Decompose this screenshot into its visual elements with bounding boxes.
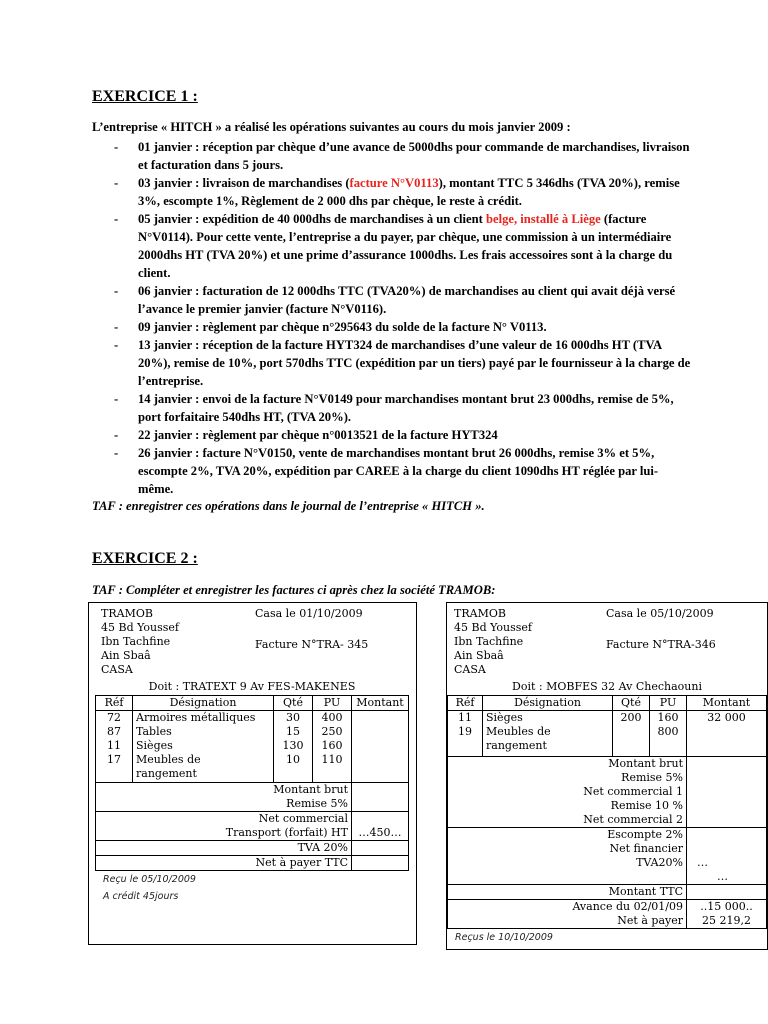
invoice-date: Casa le 05/10/2009 xyxy=(606,607,714,620)
handwritten-note: Reçu le 05/10/2009 xyxy=(103,874,196,885)
amount-cell xyxy=(352,711,409,783)
tva-label: TVA20% xyxy=(636,856,683,869)
tva-label: TVA 20% xyxy=(96,841,352,856)
designation-value: rangement xyxy=(136,767,197,780)
list-item xyxy=(92,210,692,282)
invoice-date: Casa le 01/10/2009 xyxy=(255,607,363,620)
list-item: - 13 janvier : réception de la facture HYT324 de marchandises d’une valeur de 16 000dhs HT (TVA 20%), remise de 10%, port 570dhs TTC (expédition par un tiers) payé par le fournisseur à la charge de l’entreprise. xyxy=(92,336,692,390)
ref-value: 19 xyxy=(458,725,472,738)
pu-value: 160 xyxy=(657,711,679,724)
ref-cell xyxy=(448,711,483,757)
address-line: TRAMOB xyxy=(454,607,506,620)
address-line: 45 Bd Youssef xyxy=(101,621,179,634)
col-qty: Qté xyxy=(613,696,650,711)
invoice-items-table xyxy=(447,695,767,929)
address-line: 45 Bd Youssef xyxy=(454,621,532,634)
pu-cell xyxy=(313,711,352,783)
designation-value: Meubles de xyxy=(486,725,551,738)
invoice-number: Facture N°TRA- 345 xyxy=(255,638,369,651)
col-qty: Qté xyxy=(274,696,313,711)
designation-value: Tables xyxy=(136,725,172,738)
op-text: ), montant TTC 5 346dhs (TVA 20%), remise 3%, escompte 1%, Règlement de 2 000 dhs par chèque, le reste à crédit. xyxy=(138,176,680,208)
ref-value: 87 xyxy=(107,725,121,738)
invoice-tra-345 xyxy=(88,602,417,945)
pu-cell xyxy=(650,711,687,757)
placeholder-dots: … xyxy=(697,856,708,869)
avance-values-cell xyxy=(687,900,767,929)
designation-value: Sièges xyxy=(486,711,523,724)
remise-label: Remise 5% xyxy=(621,771,683,784)
net-commercial-2-label: Net commercial 2 xyxy=(583,813,683,826)
pu-value: 110 xyxy=(321,753,343,766)
highlight-text: belge, installé à Liège xyxy=(486,212,601,226)
montant-brut-label: Montant brut xyxy=(273,783,348,796)
op-text: 05 janvier : expédition de 40 000dhs de marchandises à un client xyxy=(138,212,486,226)
placeholder-dots: … xyxy=(717,870,728,883)
pu-value: 160 xyxy=(321,739,343,752)
transport-label: Transport (forfait) HT xyxy=(225,826,348,839)
net-a-payer-value-cell xyxy=(352,856,409,871)
list-item: - 22 janvier : règlement par chèque n°0013521 de la facture HYT324 xyxy=(92,426,692,444)
amount-value: 32 000 xyxy=(687,711,767,757)
address-line: TRAMOB xyxy=(101,607,153,620)
list-item: - 06 janvier : facturation de 12 000dhs TTC (TVA20%) de marchandises au client qui avait déjà versé l’avance le premier janvier (facture N°V0116). xyxy=(92,282,692,318)
list-item: - 01 janvier : réception par chèque d’une avance de 5000dhs pour commande de marchandises, livraison et facturation dans 5 jours. xyxy=(92,138,692,174)
qty-cell xyxy=(613,711,650,757)
montant-brut-label: Montant brut xyxy=(608,757,683,770)
op-text: 03 janvier : livraison de marchandises ( xyxy=(138,176,350,190)
montant-ttc-value-cell xyxy=(687,885,767,900)
montant-brut-value-cell xyxy=(352,783,409,812)
invoice-items-table xyxy=(95,695,409,871)
tva-value-cell xyxy=(352,841,409,856)
handwritten-note: A crédit 45jours xyxy=(103,891,179,902)
list-item: - 14 janvier : envoi de la facture N°V0149 pour marchandises montant brut 23 000dhs, remise de 5%, port forfaitaire 540dhs HT, (TVA 20%). xyxy=(92,390,692,426)
escompte-labels-cell xyxy=(448,828,687,885)
company-address xyxy=(454,607,532,677)
highlight-text: facture N°V0113 xyxy=(349,176,439,190)
designation-cell xyxy=(133,711,274,783)
transport-value: …450… xyxy=(352,812,409,841)
col-designation: Désignation xyxy=(133,696,274,711)
avance-value: ..15 000.. xyxy=(700,900,753,913)
designation-value: Meubles de xyxy=(136,753,201,766)
net-a-payer-label: Net à payer xyxy=(617,914,683,927)
ref-cell xyxy=(96,711,133,783)
address-line: Ain Sbaâ xyxy=(454,649,504,662)
invoice-tra-346 xyxy=(446,602,768,950)
escompte-values-cell xyxy=(687,828,767,885)
col-pu: PU xyxy=(650,696,687,711)
montant-brut-label-cell xyxy=(96,783,352,812)
col-ref: Réf xyxy=(96,696,133,711)
montant-ttc-label: Montant TTC xyxy=(448,885,687,900)
exercise-1-title: EXERCICE 1 : xyxy=(92,88,198,105)
designation-value: rangement xyxy=(486,739,547,752)
address-line: Ain Sbaâ xyxy=(101,649,151,662)
net-commercial-1-label: Net commercial 1 xyxy=(583,785,683,798)
operations-list xyxy=(92,138,692,498)
avance-label: Avance du 02/01/09 xyxy=(572,900,683,913)
exercise-1-task: TAF : enregistrer ces opérations dans le journal de l’entreprise « HITCH ». xyxy=(92,499,485,513)
address-line: CASA xyxy=(454,663,486,676)
net-commercial-label-cell xyxy=(96,812,352,841)
designation-cell xyxy=(483,711,613,757)
company-address xyxy=(101,607,179,677)
net-a-payer-value: 25 219,2 xyxy=(702,914,751,927)
address-line: Ibn Tachfine xyxy=(454,635,524,648)
exercise-2-task: TAF : Compléter et enregistrer les factures ci après chez la société TRAMOB: xyxy=(92,583,496,597)
pu-value: 800 xyxy=(657,725,679,738)
op-text: (facture N°V0114). Pour cette vente, l’entreprise a du payer, par chèque, une commission à un intermédiaire 2000dhs HT (TVA 20%) et une prime d’assurance 1000dhs. Les frais accessoires sont à la charge du client. xyxy=(138,212,673,280)
pu-value: 250 xyxy=(321,725,343,738)
exercise-1-intro: L’entreprise « HITCH » a réalisé les opérations suivantes au cours du mois janvier 2009 : xyxy=(92,120,571,134)
list-item xyxy=(92,174,692,210)
qty-value: 130 xyxy=(282,739,304,752)
remise-label: Remise 5% xyxy=(286,797,348,810)
ref-value: 72 xyxy=(107,711,121,724)
address-line: Ibn Tachfine xyxy=(101,635,171,648)
ref-value: 11 xyxy=(458,711,472,724)
discount-labels-cell xyxy=(448,757,687,828)
avance-labels-cell xyxy=(448,900,687,929)
col-amount: Montant xyxy=(352,696,409,711)
exercise-2-title: EXERCICE 2 : xyxy=(92,550,198,567)
ref-value: 17 xyxy=(107,753,121,766)
designation-value: Armoires métalliques xyxy=(136,711,256,724)
col-ref: Réf xyxy=(448,696,483,711)
net-a-payer-label: Net à payer TTC xyxy=(96,856,352,871)
escompte-label: Escompte 2% xyxy=(607,828,683,841)
invoice-client: Doit : TRATEXT 9 Av FES-MAKENES xyxy=(148,680,356,693)
qty-value: 30 xyxy=(286,711,300,724)
qty-cell xyxy=(274,711,313,783)
col-designation: Désignation xyxy=(483,696,613,711)
col-amount: Montant xyxy=(687,696,767,711)
pu-value: 400 xyxy=(321,711,343,724)
designation-value: Sièges xyxy=(136,739,173,752)
remise-label: Remise 10 % xyxy=(610,799,683,812)
handwritten-note: Reçus le 10/10/2009 xyxy=(455,932,553,943)
discount-values-cell xyxy=(687,757,767,828)
list-item: - 26 janvier : facture N°V0150, vente de marchandises montant brut 26 000dhs, remise 3% et 5%, escompte 2%, TVA 20%, expédition par CAREE à la charge du client 1090dhs HT réglée par lui-même. xyxy=(92,444,692,498)
net-commercial-label: Net commercial xyxy=(258,812,348,825)
invoice-number: Facture N°TRA-346 xyxy=(606,638,716,651)
list-item: - 09 janvier : règlement par chèque n°295643 du solde de la facture N° V0113. xyxy=(92,318,692,336)
qty-value: 10 xyxy=(286,753,300,766)
qty-value: 200 xyxy=(620,711,642,724)
invoice-client: Doit : MOBFES 32 Av Chechaouni xyxy=(512,680,702,693)
net-financier-label: Net financier xyxy=(609,842,683,855)
qty-value: 15 xyxy=(286,725,300,738)
ref-value: 11 xyxy=(107,739,121,752)
address-line: CASA xyxy=(101,663,133,676)
col-pu: PU xyxy=(313,696,352,711)
